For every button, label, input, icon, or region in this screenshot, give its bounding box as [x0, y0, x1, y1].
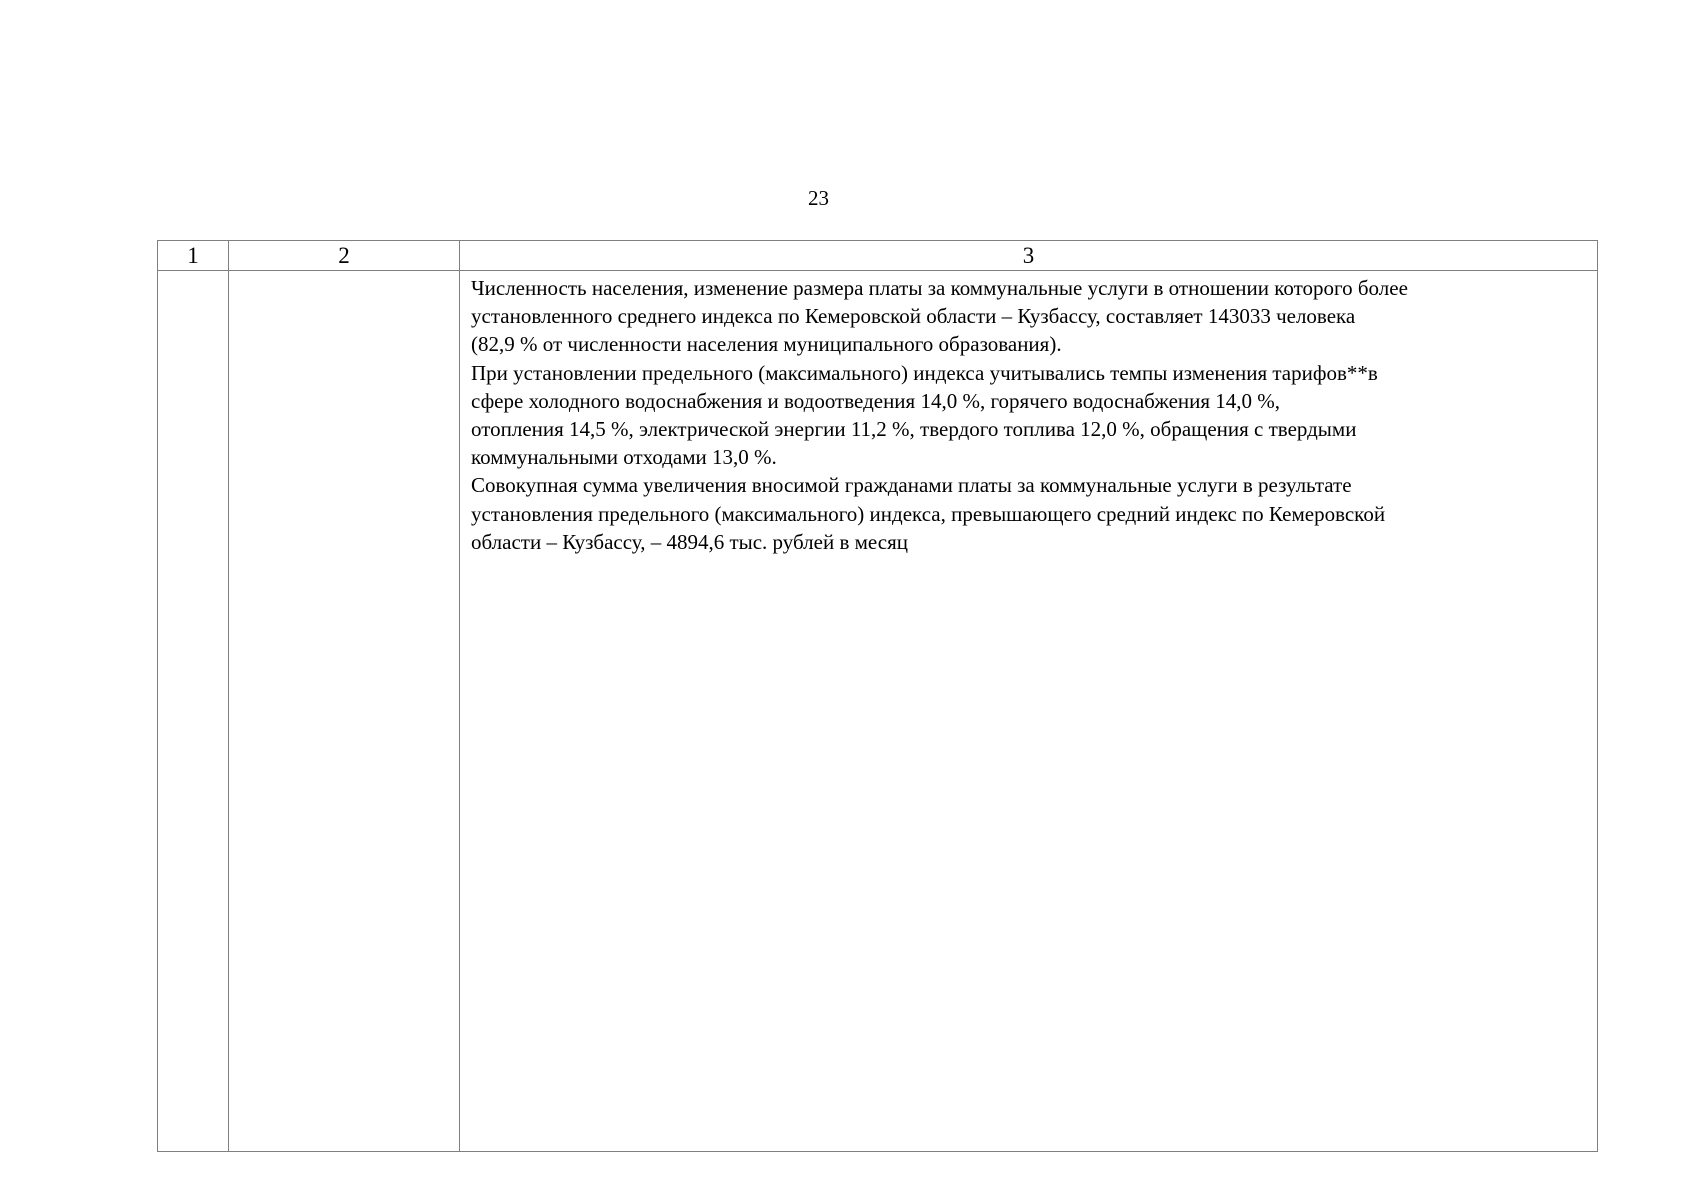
text-line: отопления 14,5 %, электрической энергии 11,2 %, твердого топлива 12,0 %, обращения с твердыми: [471, 417, 1357, 442]
text-line: области – Кузбассу, – 4894,6 тыс. рублей в месяц: [471, 529, 908, 554]
column-number-3: 3: [460, 241, 1598, 271]
column-number-1: 1: [158, 241, 229, 271]
text-line: сфере холодного водоснабжения и водоотведения 14,0 %, горячего водоснабжения 14,0 %,: [471, 388, 1281, 413]
text-line: Совокупная сумма увеличения вносимой гражданами платы за коммунальные услуги в результате: [471, 473, 1352, 498]
text-line: коммунальными отходами 13,0 %.: [471, 445, 777, 470]
table-header-row: [158, 241, 1598, 271]
document-table: [157, 240, 1598, 1152]
text-line: установленного среднего индекса по Кемеровской области – Кузбассу, составляет 143033 человека: [471, 304, 1356, 329]
table-row: [158, 271, 1598, 1152]
page-number: 23: [808, 186, 829, 210]
cell-col-2: [229, 271, 460, 1152]
paragraph-population: [471, 274, 1587, 359]
text-line: Численность населения, изменение размера платы за коммунальные услуги в отношении которого более: [471, 276, 1408, 300]
text-line: (82,9 % от численности населения муниципального образования).: [471, 332, 1062, 357]
column-number-2: 2: [229, 241, 460, 271]
text-line: При установлении предельного (максимального) индекса учитывались темпы изменения тарифов**в: [471, 360, 1378, 385]
cell-col-1: [158, 271, 229, 1152]
text-line: установления предельного (максимального) индекса, превышающего средний индекс по Кемеровской: [471, 501, 1386, 526]
cell-col-3: [460, 271, 1598, 1152]
paragraph-total-sum: [471, 471, 1587, 556]
paragraph-tariffs: [471, 359, 1587, 472]
